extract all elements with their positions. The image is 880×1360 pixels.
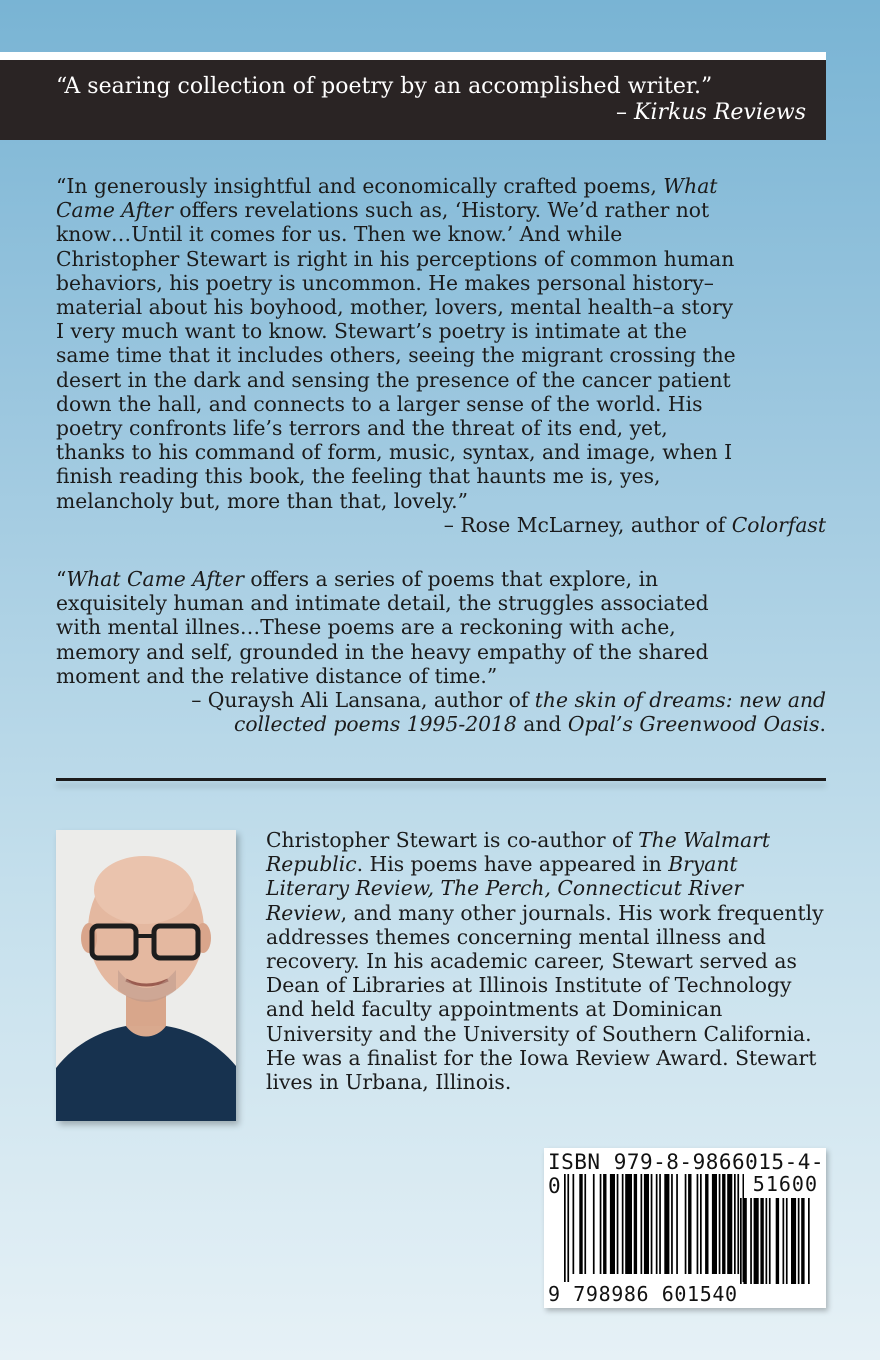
barcode-bar (783, 1198, 785, 1284)
barcode-bar (754, 1198, 759, 1284)
review-line: behaviors, his poetry is uncommon. He makes personal history– (56, 270, 714, 295)
barcode-bar (700, 1174, 702, 1274)
review-line: thanks to his command of form, music, syntax, and image, when I (56, 440, 733, 465)
barcode-bar (776, 1198, 779, 1284)
barcode-bar (722, 1174, 725, 1274)
barcode-bar (688, 1174, 691, 1274)
barcode-bar (564, 1174, 566, 1282)
author-bio: Christopher Stewart is co-author of The Walmart Republic. His poems have appeared in Bryant Literary Review, The Perch, Connecticut River Review, and many other journals. His work frequently addresses themes concerning mental illness and recovery. In his academic career, Stewart served as Dean of Libraries at Illinois Institute of Technology and held faculty appointments at Dominican University and the University of Southern California. He was a finalist for the Iowa Review Award. Stewart lives in Urbana, Illinois. (266, 828, 824, 1095)
review-line: poetry confronts life’s terrors and the threat of its end, yet, (56, 416, 668, 441)
barcode-bar (760, 1198, 763, 1284)
barcode-bar (634, 1174, 637, 1274)
barcode-bar (808, 1198, 810, 1284)
barcode-bar (651, 1174, 653, 1274)
review-line: “What Came After offers a series of poems that explore, in (56, 567, 659, 591)
barcode-bar (719, 1174, 721, 1274)
barcode-bars-main (564, 1174, 744, 1286)
review-line: “In generously insightful and economically crafted poems, What (56, 174, 718, 198)
author-photo (56, 830, 236, 1121)
barcode-bar (573, 1174, 575, 1274)
barcode-bar (727, 1174, 732, 1274)
barcode-bar (791, 1198, 796, 1284)
review-line: exquisitely human and intimate detail, the struggles associated (56, 591, 709, 616)
review-line: down the hall, and connects to a larger sense of the world. His (56, 391, 703, 416)
barcode-bar (579, 1174, 582, 1274)
barcode-bars-addon (740, 1198, 820, 1286)
barcode-bar (617, 1174, 619, 1274)
barcode-bar (737, 1174, 739, 1274)
barcode-bar (671, 1174, 673, 1274)
review-line: memory and self, grounded in the heavy empathy of the shared (56, 639, 709, 664)
barcode-bar (697, 1174, 699, 1274)
review-line: Christopher Stewart is right in his perceptions of common human (56, 246, 735, 271)
isbn-barcode (544, 1148, 826, 1308)
review-line: desert in the dark and sensing the presence of the cancer patient (56, 367, 731, 392)
price-code: 51600 (752, 1172, 818, 1196)
barcode-bar (603, 1174, 606, 1274)
review-line: know…Until it comes for us. Then we know.’ And while (56, 222, 623, 247)
review-line: melancholy but, more than that, lovely.” (56, 488, 468, 513)
section-divider (56, 778, 826, 781)
barcode-bar (625, 1174, 632, 1274)
barcode-bar (656, 1174, 658, 1274)
top-edge-strip (0, 52, 826, 60)
barcode-bar (610, 1174, 615, 1274)
barcode-bar (567, 1174, 569, 1282)
review-line: material about his boyhood, mother, lovers, mental health–a story (56, 295, 734, 320)
review-line: finish reading this book, the feeling that haunts me is, yes, (56, 464, 661, 489)
banner-quote: “A searing collection of poetry by an accomplished writer.” (56, 74, 713, 99)
review-line: Came After offers revelations such as, ‘History. We’d rather not (56, 198, 710, 223)
barcode-bar (766, 1198, 768, 1284)
barcode-bar (676, 1174, 678, 1274)
review-attribution: – Rose McLarney, author of Colorfast (443, 512, 826, 537)
barcode-bar (712, 1174, 717, 1274)
isbn-digits: 9 798986 601540 (548, 1282, 738, 1306)
barcode-bar (664, 1174, 669, 1274)
banner-attribution: – Kirkus Reviews (616, 100, 806, 125)
barcode-bar (705, 1174, 708, 1274)
barcode-bar (644, 1174, 649, 1274)
review-banner (0, 60, 826, 140)
barcode-bar (641, 1174, 643, 1274)
barcode-bar (584, 1174, 586, 1274)
barcode-bar (740, 1198, 742, 1284)
review-line: same time that it includes others, seeing the migrant crossing the (56, 343, 736, 368)
isbn-label: ISBN 979-8-9866015-4-0 (548, 1150, 825, 1198)
review-quraysh-ali-lansana (56, 567, 826, 736)
barcode-bar (801, 1198, 804, 1284)
review-line: moment and the relative distance of time.” (56, 663, 498, 688)
review-rose-mclarney (56, 174, 826, 537)
barcode-bar (769, 1198, 771, 1284)
review-attribution-cont: collected poems 1995-2018 and Opal’s Greenwood Oasis. (233, 712, 826, 737)
barcode-bar (659, 1174, 661, 1274)
review-line: I very much want to know. Stewart’s poetry is intimate at the (56, 319, 687, 344)
barcode-bar (734, 1174, 736, 1274)
barcode-bar (743, 1198, 746, 1284)
banner-source: Kirkus Reviews (634, 100, 806, 125)
review-line: with mental illnes…These poems are a reckoning with ache, (56, 615, 676, 640)
barcode-bar (593, 1174, 595, 1274)
barcode-bar (786, 1198, 788, 1284)
barcode-bar (600, 1174, 602, 1274)
barcode-bar (798, 1198, 800, 1284)
barcode-bar (622, 1174, 624, 1274)
review-attribution: – Quraysh Ali Lansana, author of the skin of dreams: new and (191, 688, 826, 713)
barcode-bar (685, 1174, 687, 1274)
barcode-bar (750, 1198, 752, 1284)
